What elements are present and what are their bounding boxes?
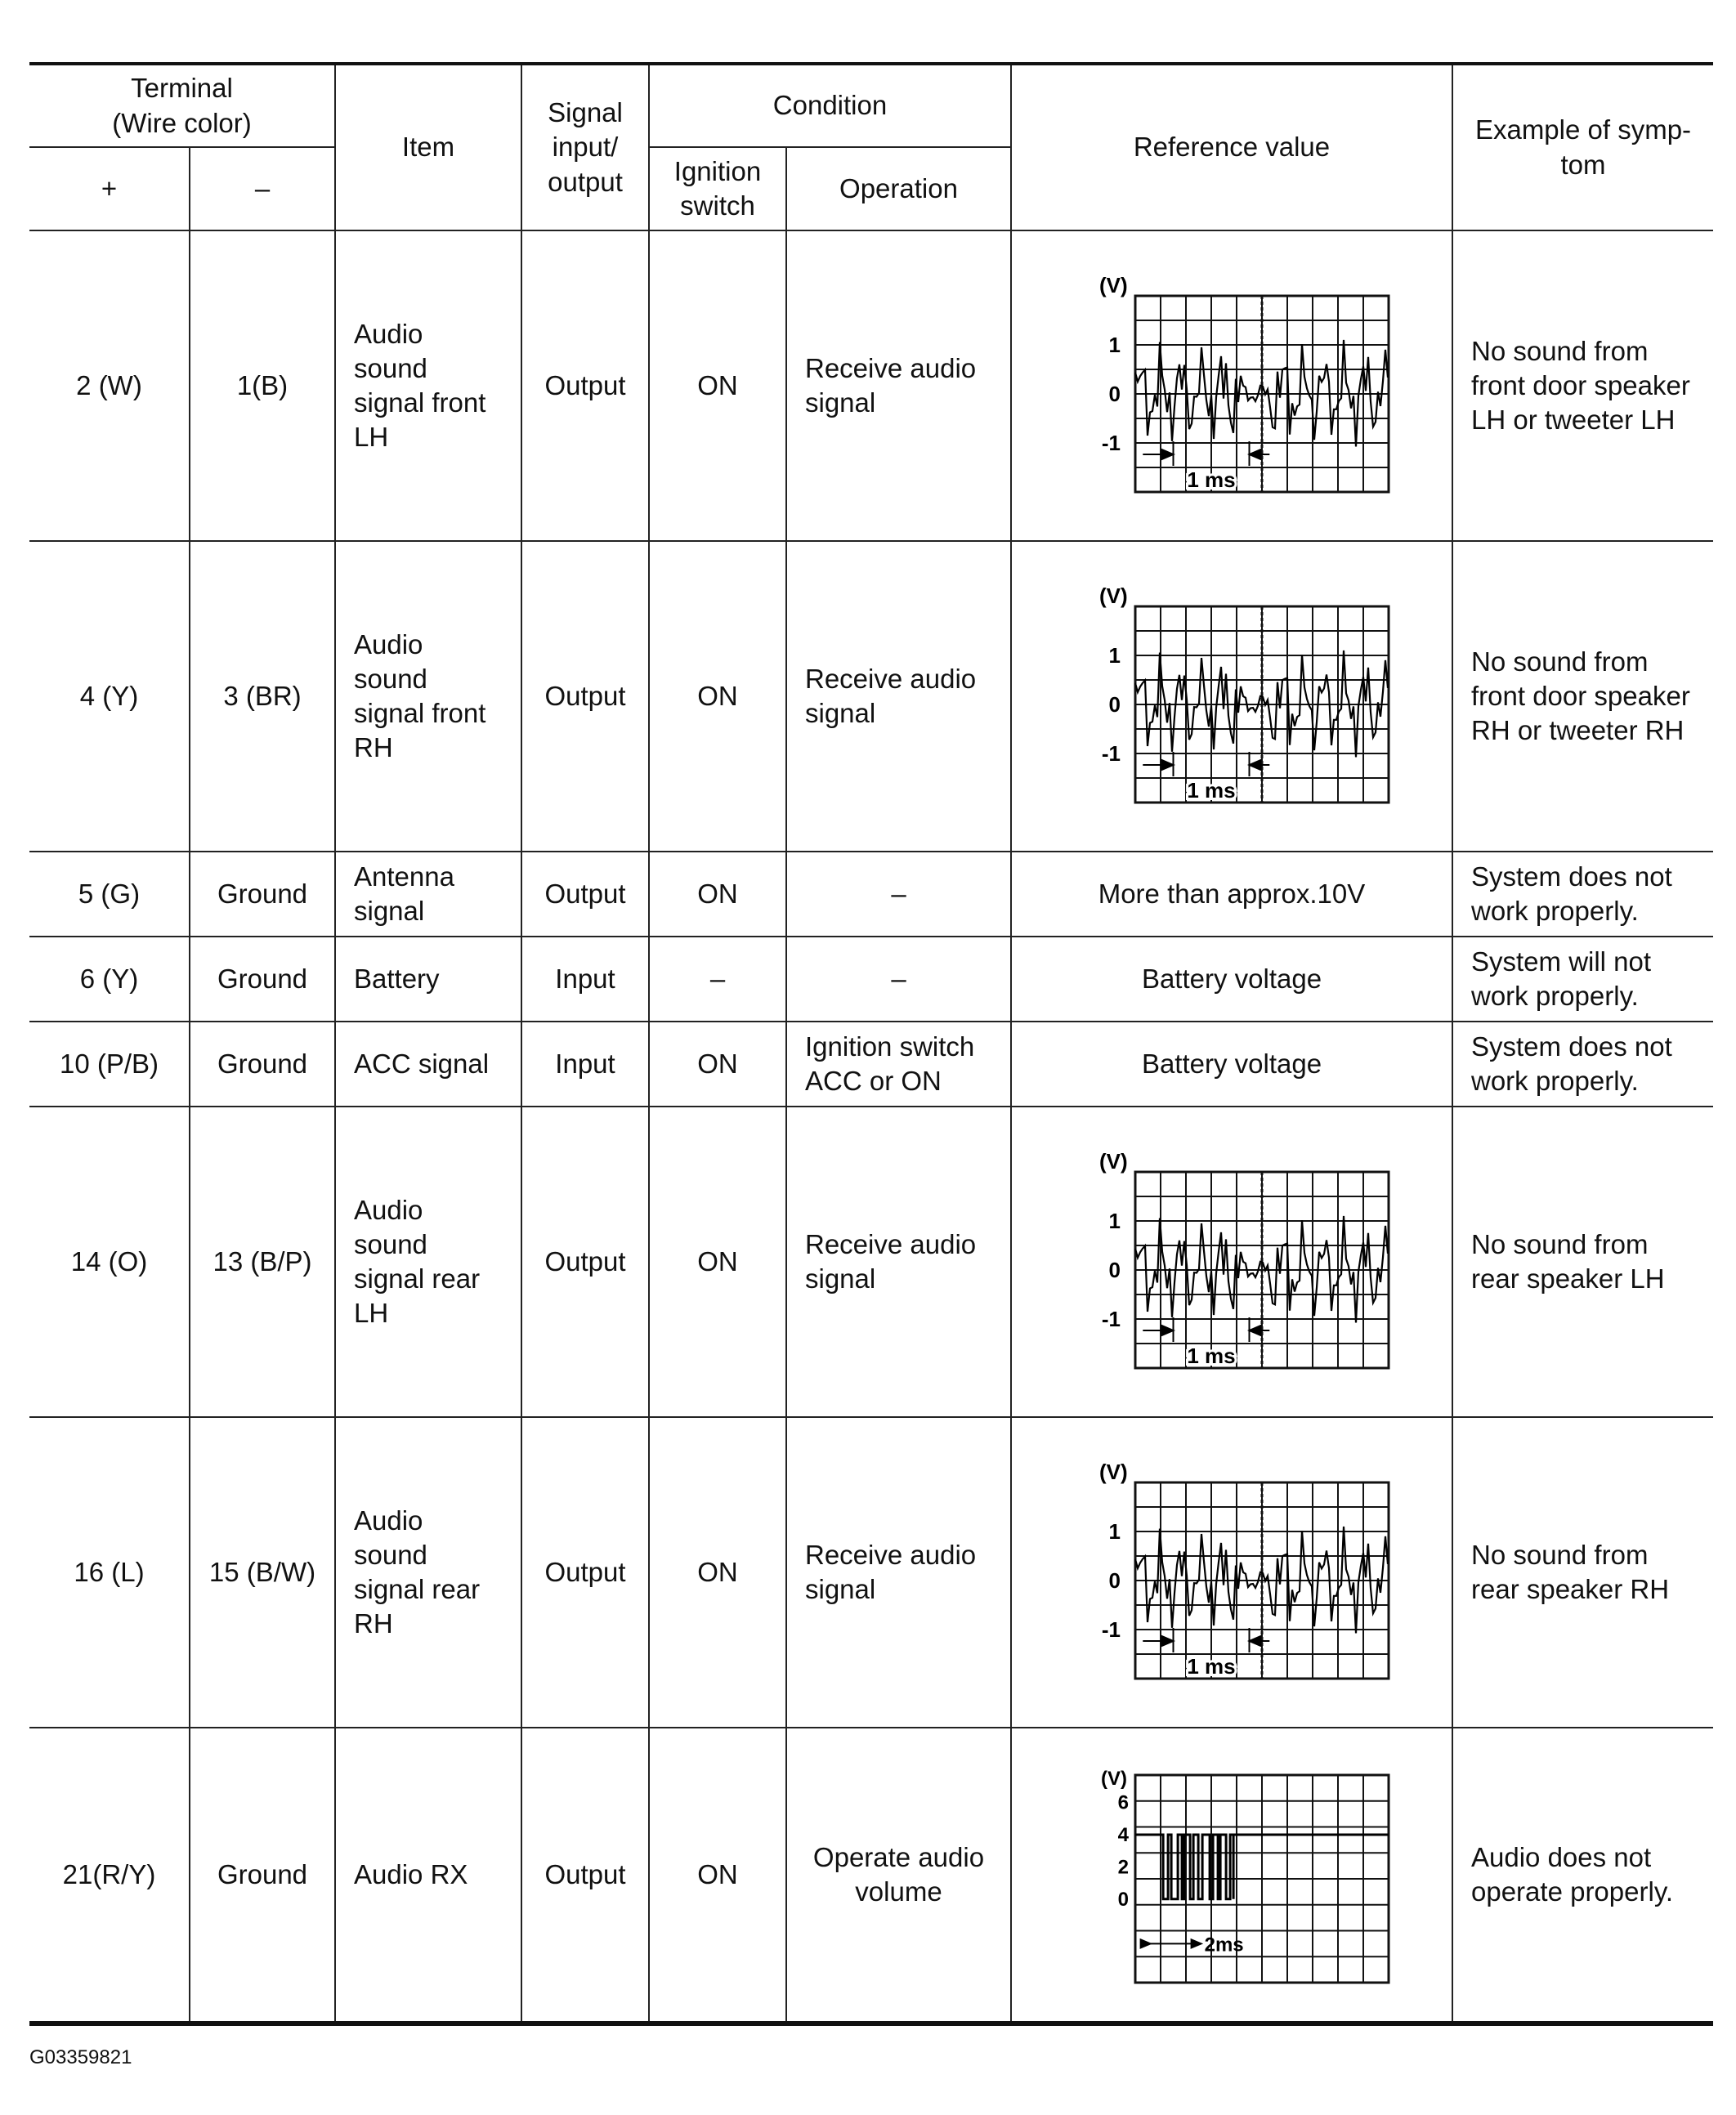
time-scale-marker — [1143, 1317, 1269, 1342]
time-scale-label: 1 ms — [1187, 778, 1236, 803]
signal-io-cell: Input — [521, 937, 649, 1022]
terminal-plus-cell: 6 (Y) — [29, 937, 190, 1022]
terminal-plus-cell: 2 (W) — [29, 230, 190, 541]
terminal-minus-cell: 1(B) — [190, 230, 335, 541]
header-operation: Operation — [786, 147, 1011, 230]
terminal-minus-cell: Ground — [190, 1728, 335, 2023]
signal-io-cell: Output — [521, 1728, 649, 2023]
audio-waveform-graph — [1068, 1152, 1395, 1371]
reference-value-cell: Battery voltage — [1011, 937, 1452, 1022]
y-tick-label: 1 — [1108, 643, 1121, 668]
reference-value-cell — [1011, 541, 1452, 852]
y-tick-label: 2 — [1117, 1856, 1129, 1879]
y-axis-unit: (V) — [1099, 276, 1128, 297]
header-signal-io: Signal input/ output — [521, 64, 649, 230]
ignition-switch-cell: ON — [649, 1728, 786, 2023]
ignition-switch-cell: ON — [649, 1022, 786, 1107]
symptom-cell: No sound from rear speaker RH — [1452, 1417, 1713, 1728]
terminal-minus-cell: Ground — [190, 937, 335, 1022]
table-row — [29, 541, 1713, 852]
signal-io-cell: Output — [521, 1417, 649, 1728]
table-row — [29, 230, 1713, 541]
item-cell: Audio sound signal rear LH — [335, 1107, 521, 1417]
y-axis-unit: (V) — [1099, 587, 1128, 608]
time-scale-label: 1 ms — [1187, 1344, 1236, 1368]
terminal-plus-cell: 14 (O) — [29, 1107, 190, 1417]
y-tick-label: 0 — [1108, 1258, 1121, 1282]
y-axis-unit: (V) — [1099, 1152, 1128, 1174]
time-scale-marker — [1141, 1939, 1201, 1947]
reference-value-cell — [1011, 230, 1452, 541]
table-body — [29, 230, 1713, 2023]
terminal-plus-cell: 5 (G) — [29, 852, 190, 937]
operation-cell: Operate audio volume — [786, 1728, 1011, 2023]
y-axis-unit: (V) — [1099, 1463, 1128, 1484]
signal-io-cell: Output — [521, 1107, 649, 1417]
y-tick-label: 4 — [1117, 1824, 1129, 1847]
operation-cell: – — [786, 852, 1011, 937]
header-condition: Condition — [649, 64, 1011, 147]
signal-io-cell: Output — [521, 230, 649, 541]
time-scale-marker — [1143, 1628, 1269, 1652]
ignition-switch-cell: ON — [649, 852, 786, 937]
y-tick-label: 6 — [1117, 1791, 1129, 1814]
ignition-switch-cell: ON — [649, 230, 786, 541]
item-cell: Audio sound signal front RH — [335, 541, 521, 852]
symptom-cell: No sound from front door speaker LH or tweeter LH — [1452, 230, 1713, 541]
item-cell: Antenna signal — [335, 852, 521, 937]
operation-cell: Receive audio signal — [786, 1107, 1011, 1417]
time-scale-label: 1 ms — [1187, 1654, 1236, 1679]
header-reference-value: Reference value — [1011, 64, 1452, 230]
y-tick-label: 0 — [1108, 1568, 1121, 1593]
header-terminal: Terminal (Wire color) — [29, 64, 335, 147]
header-ignition-switch: Ignition switch — [649, 147, 786, 230]
time-scale-label: 1 ms — [1187, 467, 1236, 492]
header-minus: – — [190, 147, 335, 230]
table-row — [29, 1417, 1713, 1728]
operation-cell: Ignition switch ACC or ON — [786, 1022, 1011, 1107]
ignition-switch-cell: – — [649, 937, 786, 1022]
terminal-reference-table — [29, 62, 1713, 2026]
terminal-plus-cell: 16 (L) — [29, 1417, 190, 1728]
header-plus: + — [29, 147, 190, 230]
y-tick-label: 1 — [1108, 1209, 1121, 1233]
document-id: G03359821 — [29, 2046, 132, 2068]
terminal-plus-cell: 4 (Y) — [29, 541, 190, 852]
terminal-minus-cell: Ground — [190, 1022, 335, 1107]
operation-cell: Receive audio signal — [786, 230, 1011, 541]
symptom-cell: Audio does not operate properly. — [1452, 1728, 1713, 2023]
signal-io-cell: Output — [521, 852, 649, 937]
header-item: Item — [335, 64, 521, 230]
symptom-cell: No sound from front door speaker RH or tweeter RH — [1452, 541, 1713, 852]
table-header — [29, 64, 1713, 230]
reference-value-cell: Battery voltage — [1011, 1022, 1452, 1107]
terminal-minus-cell: 3 (BR) — [190, 541, 335, 852]
item-cell: Audio sound signal front LH — [335, 230, 521, 541]
table-row — [29, 1107, 1713, 1417]
ignition-switch-cell: ON — [649, 1107, 786, 1417]
y-axis-unit: (V) — [1101, 1768, 1127, 1790]
y-tick-label: -1 — [1101, 431, 1121, 455]
header-symptom: Example of symp- tom — [1452, 64, 1713, 230]
terminal-minus-cell: Ground — [190, 852, 335, 937]
y-tick-label: 1 — [1108, 1519, 1121, 1544]
audio-waveform-graph — [1068, 587, 1395, 806]
y-tick-label: 0 — [1108, 382, 1121, 406]
ignition-switch-cell: ON — [649, 541, 786, 852]
operation-cell: – — [786, 937, 1011, 1022]
time-scale-label: 2ms — [1204, 1934, 1244, 1956]
y-tick-label: 0 — [1117, 1888, 1129, 1911]
ignition-switch-cell: ON — [649, 1417, 786, 1728]
table-row — [29, 1022, 1713, 1107]
y-tick-label: 1 — [1108, 333, 1121, 357]
item-cell: ACC signal — [335, 1022, 521, 1107]
signal-io-cell: Input — [521, 1022, 649, 1107]
y-tick-label: -1 — [1101, 741, 1121, 766]
y-tick-label: -1 — [1101, 1617, 1121, 1642]
symptom-cell: System does not work properly. — [1452, 852, 1713, 937]
operation-cell: Receive audio signal — [786, 541, 1011, 852]
operation-cell: Receive audio signal — [786, 1417, 1011, 1728]
reference-value-cell: More than approx.10V — [1011, 852, 1452, 937]
item-cell: Audio RX — [335, 1728, 521, 2023]
reference-value-cell — [1011, 1107, 1452, 1417]
y-tick-label: -1 — [1101, 1307, 1121, 1331]
item-cell: Battery — [335, 937, 521, 1022]
audio-waveform-graph — [1068, 1463, 1395, 1682]
symptom-cell: System will not work properly. — [1452, 937, 1713, 1022]
table-row — [29, 1728, 1713, 2023]
terminal-minus-cell: 13 (B/P) — [190, 1107, 335, 1417]
signal-io-cell: Output — [521, 541, 649, 852]
terminal-minus-cell: 15 (B/W) — [190, 1417, 335, 1728]
table-row — [29, 937, 1713, 1022]
digital-waveform-graph — [1068, 1764, 1395, 1986]
terminal-plus-cell: 21(R/Y) — [29, 1728, 190, 2023]
reference-value-cell — [1011, 1728, 1452, 2023]
time-scale-marker — [1143, 752, 1269, 776]
symptom-cell: System does not work properly. — [1452, 1022, 1713, 1107]
reference-value-cell — [1011, 1417, 1452, 1728]
time-scale-marker — [1143, 441, 1269, 466]
oscilloscope-grid — [1135, 1775, 1389, 1983]
y-tick-label: 0 — [1108, 692, 1121, 717]
item-cell: Audio sound signal rear RH — [335, 1417, 521, 1728]
terminal-plus-cell: 10 (P/B) — [29, 1022, 190, 1107]
table-row — [29, 852, 1713, 937]
symptom-cell: No sound from rear speaker LH — [1452, 1107, 1713, 1417]
audio-waveform-graph — [1068, 276, 1395, 495]
